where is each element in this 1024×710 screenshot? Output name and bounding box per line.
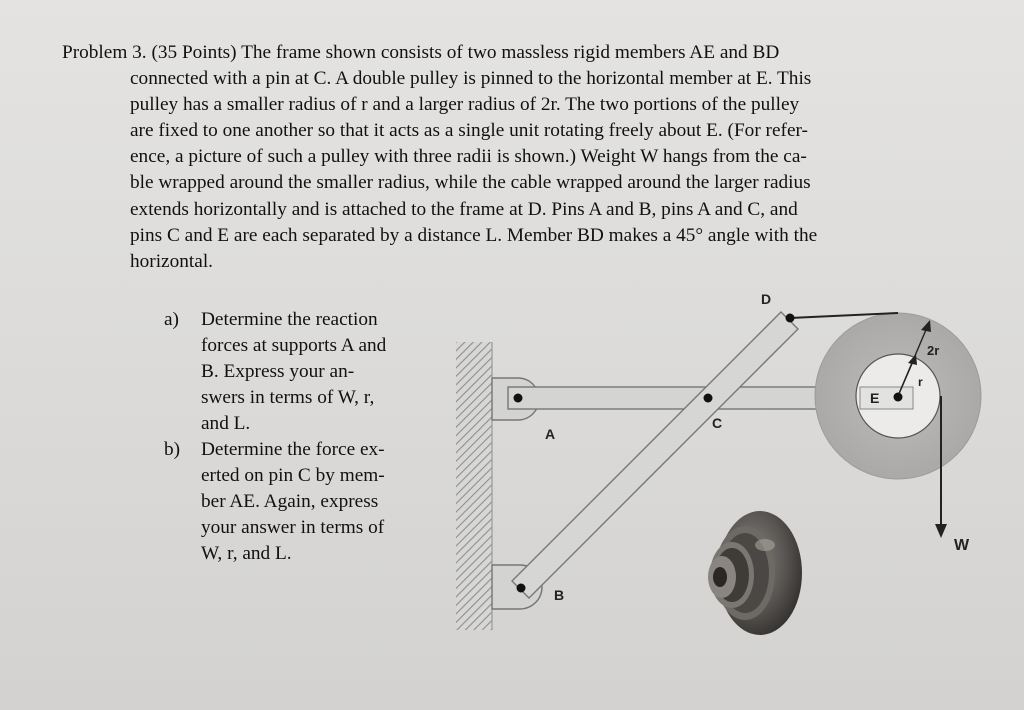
label-r: r	[918, 375, 923, 389]
question-line: ber AE. Again, express	[201, 491, 379, 512]
problem-line: connected with a pin at C. A double pulley is pinned to the horizontal member at E. This	[130, 68, 812, 90]
weight-arrow-icon	[935, 524, 947, 538]
label-b: B	[554, 587, 565, 603]
label-a: A	[545, 426, 556, 442]
problem-line: are fixed to one another so that it acts as a single unit rotating freely about E. (For refer-	[130, 120, 808, 142]
label-e: E	[870, 390, 880, 406]
pin-d	[786, 314, 795, 323]
problem-line: pins C and E are each separated by a distance L. Member BD makes a 45° angle with the	[130, 224, 818, 246]
question-letter: a)	[164, 309, 179, 330]
label-c: C	[712, 415, 723, 431]
label-w: W	[954, 537, 970, 554]
question-line: Determine the reaction	[201, 309, 378, 330]
question-line: and L.	[201, 413, 251, 434]
member-ae-end	[860, 387, 913, 409]
pin-c	[704, 394, 713, 403]
problem-line: extends horizontally and is attached to the frame at D. Pins A and B, pins A and C, and	[130, 198, 798, 220]
triple-pulley-photo	[708, 511, 802, 635]
pin-b	[517, 584, 526, 593]
question-line: W, r, and L.	[201, 543, 292, 564]
label-2r: 2r	[927, 343, 940, 358]
pin-a	[514, 394, 523, 403]
problem-line: ble wrapped around the smaller radius, while the cable wrapped around the larger radius	[130, 172, 811, 194]
question-line: B. Express your an-	[201, 361, 355, 382]
question-letter: b)	[164, 439, 181, 460]
problem-line: pulley has a smaller radius of r and a larger radius of 2r. The two portions of the pulley	[130, 94, 800, 116]
question-line: erted on pin C by mem-	[201, 465, 385, 486]
question-line: Determine the force ex-	[201, 439, 385, 460]
question-line: swers in terms of W, r,	[201, 387, 375, 408]
problem-line: horizontal.	[130, 250, 213, 272]
question-line: your answer in terms of	[201, 517, 385, 538]
pin-e	[894, 393, 903, 402]
problem-line: ence, a picture of such a pulley with three radii is shown.) Weight W hangs from the ca-	[130, 146, 807, 168]
label-d: D	[761, 291, 772, 307]
problem-line: Problem 3. (35 Points) The frame shown consists of two massless rigid members AE and BD	[62, 42, 780, 63]
wall-support	[456, 342, 492, 630]
question-line: forces at supports A and	[201, 335, 387, 356]
